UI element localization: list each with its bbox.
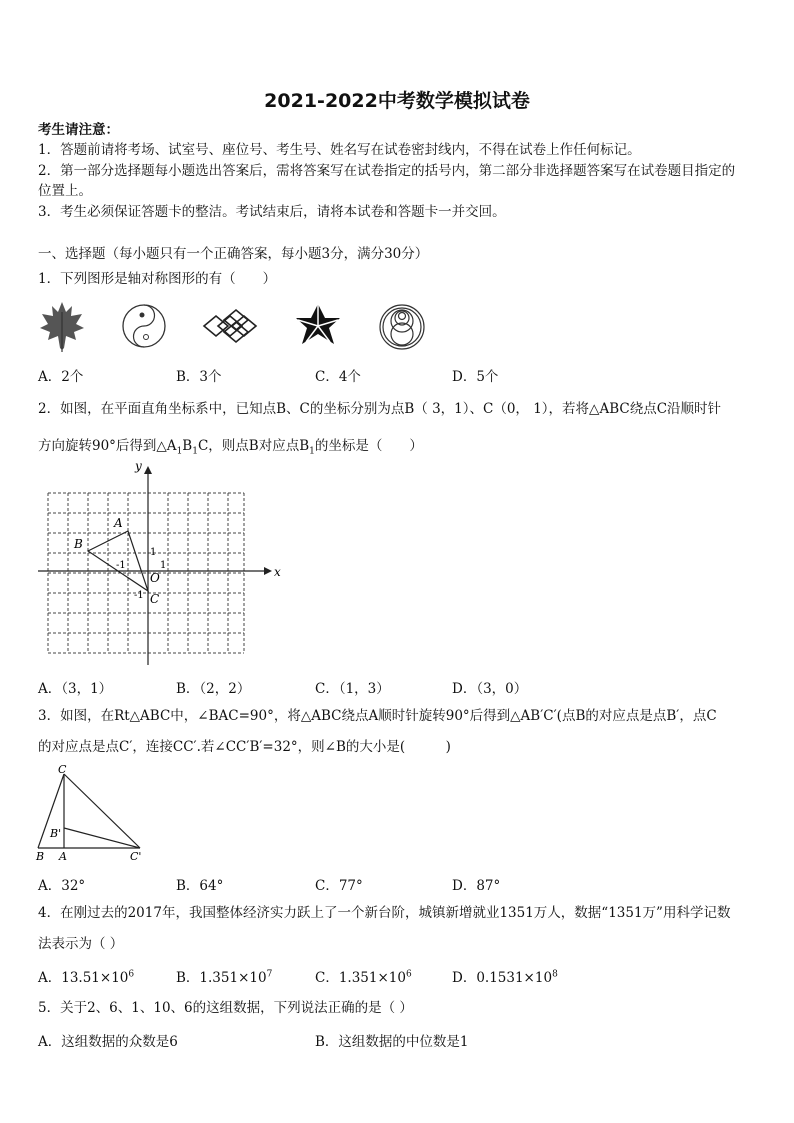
tick-label: -1	[134, 590, 144, 601]
q1-stem: 1．下列图形是轴对称图形的有（ ）	[38, 271, 277, 287]
point-c-label: C	[58, 763, 67, 776]
q4-option-b[interactable]: B．$1.351\times 10^7$	[176, 969, 273, 986]
q1-option-a[interactable]: A．2个	[38, 369, 84, 385]
notice-item: 位置上。	[38, 183, 92, 199]
q3-option-d[interactable]: D．87°	[452, 878, 501, 894]
q3-stem-line1: 3．如图，在Rt△ABC中，∠BAC=90°，将△ABC绕点A顺时针旋转90°后得到△AB′C′(点B的对应点是点B′，点C	[38, 708, 717, 724]
tick-label: 1	[160, 560, 167, 571]
q1-option-b[interactable]: B．3个	[176, 369, 222, 385]
origin-label: O	[150, 571, 160, 585]
q3-triangle-figure	[34, 762, 154, 864]
point-a-label: A	[114, 516, 123, 530]
point-b-label: B	[36, 850, 45, 863]
q3-option-c[interactable]: C．77°	[315, 878, 363, 894]
q1-option-c[interactable]: C．4个	[315, 369, 361, 385]
q2-option-d[interactable]: D．（3，0）	[452, 681, 528, 697]
page-title: 2021-2022中考数学模拟试卷	[264, 90, 530, 112]
q3-option-a[interactable]: A．32°	[38, 878, 86, 894]
q4-option-a[interactable]: A．$13.51\times 10^6$	[38, 969, 135, 986]
maple-leaf-icon	[40, 302, 84, 352]
q2-option-c[interactable]: C．（1，3）	[315, 681, 390, 697]
q1-option-d[interactable]: D．5个	[452, 369, 499, 385]
tick-label: -1	[116, 560, 126, 571]
q4-option-d[interactable]: D．$0.1531\times 10^8$	[452, 969, 558, 986]
section-heading: 一、选择题（每小题只有一个正确答案，每小题3分，满分30分）	[38, 246, 429, 262]
q5-option-a[interactable]: A．这组数据的众数是6	[38, 1034, 178, 1050]
q3-option-b[interactable]: B．64°	[176, 878, 224, 894]
notice-item: 2．第一部分选择题每小题选出答案后，需将答案写在试卷指定的括号内，第二部分非选择题答案写在试卷题目指定的	[38, 163, 736, 179]
q4-stem-line1: 4．在刚过去的2017年，我国整体经济实力跃上了一个新台阶，城镇新增就业1351万人，数据“1351万”用科学记数	[38, 905, 731, 921]
q5-stem: 5．关于2、6、1、10、6的这组数据，下列说法正确的是（ ）	[38, 1000, 413, 1016]
q2-coordinate-figure	[36, 460, 286, 665]
q2-option-b[interactable]: B．（2，2）	[176, 681, 251, 697]
notice-item: 3．考生必须保证答题卡的整洁。考试结束后，请将本试卷和答题卡一并交回。	[38, 204, 506, 220]
q4-stem-line2: 法表示为（ ）	[38, 936, 124, 952]
notice-item: 1．答题前请将考场、试室号、座位号、考生号、姓名写在试卷密封线内，不得在试卷上作任何标记。	[38, 142, 641, 158]
q2-option-a[interactable]: A．（3，1）	[38, 681, 113, 697]
q2-stem-line1: 2．如图，在平面直角坐标系中，已知点B、C的坐标分别为点B（ 3，1）、C（0， 1），若将△ABC绕点C沿顺时针	[38, 401, 722, 417]
x-axis-label: x	[274, 565, 281, 579]
pentagon-star-icon	[296, 304, 340, 344]
q4-option-c[interactable]: C．$1.351\times 10^6$	[315, 969, 412, 986]
q5-option-b[interactable]: B．这组数据的中位数是1	[315, 1034, 469, 1050]
point-c-label: C	[150, 592, 160, 606]
yin-yang-icon	[123, 305, 165, 347]
y-axis-label: y	[135, 460, 142, 473]
q2-stem-line2: 方向旋转90°后得到$\triangle A_1B_1C$，则点B对应点$B_1$的坐标是（ ）	[38, 438, 423, 457]
notice-heading: 考生请注意：	[38, 122, 119, 138]
point-c-prime-label: C'	[130, 850, 142, 863]
point-a-label: A	[59, 850, 67, 863]
point-b-prime-label: B'	[50, 827, 62, 840]
concentric-circles-icon	[380, 305, 424, 349]
q1-figures	[38, 298, 428, 354]
tick-label: 1	[150, 547, 157, 558]
point-b-label: B	[74, 537, 83, 551]
q3-stem-line2: 的对应点是点C′，连接CC′.若∠CC′B′=32°，则∠B的大小是( )	[38, 739, 451, 755]
knot-pattern-icon	[204, 310, 256, 342]
